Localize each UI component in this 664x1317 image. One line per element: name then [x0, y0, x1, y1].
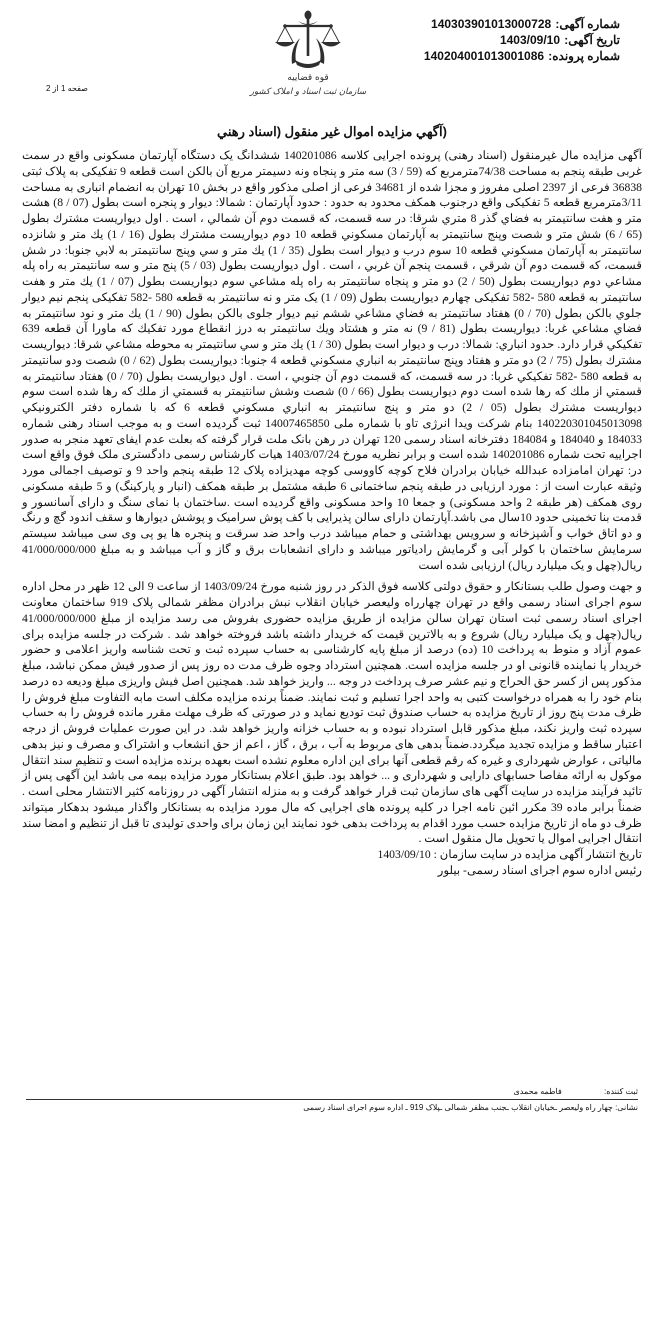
registrar-name: فاطمه محمدی — [513, 1087, 562, 1096]
judiciary-scales-emblem-icon — [249, 4, 367, 99]
judiciary-text: قوه قضاییه — [287, 73, 329, 83]
notice-body — [22, 148, 642, 879]
footer — [26, 1086, 638, 1114]
file-number-row — [370, 48, 620, 64]
registrar-row — [26, 1086, 638, 1098]
publish-date-line: تاریخ انتشار آگهی مزایده در سایت سازمان : 1403/09/10 — [377, 848, 642, 861]
footer-divider — [26, 1099, 638, 1100]
property-description-paragraph: آگهی مزایده مال غیرمنقول (اسناد رهنی) پرونده اجرایی کلاسه 140201086 ششدانگ یک دستگاه آپارتمان مسکونی واقع در سمت غربی طبقه پنجم به مساحت 74/38مترمربع که (59 / 3) سه متر و پنجاه ونه دسیمتر مربع آن بالکن است قطعه 9 تفکیکی به پلاک ثبتی 36838 فرعی از 2397 اصلی مفروز و مجزا شده از 34681 فرعی از اصلی مذکور واقع در بخش 10 تهران به انضمام انباری به مساحت 3/11مترمربع قطعه 5 تفکیکی واقع درجنوب همکف محدود به حدود : حدود آپارتمان : شمالا: دیوار و پنجره است بطول (07 / 8) هشت متر و هفت سانتيمتر به فضاي گذر 8 متري شرقا: در سه قسمت، که قسمت دوم آن شمالي ، است . اول ديواريست مشترك بطول (65 / 6) شش متر و شصت وپنج سانتيمتر به آپارتمان مسكوني قطعه 10 دوم ديواريست مشترك بطول (16 / 1) يك متر و شانزده سانتيمتر به آپارتمان مسكوني قطعه 10 سوم درب و ديوار است بطول (35 / 1) يك متر و سي وپنج سانتيمتر به لابي جنوبا: در شش قسمت، كه قسمت دوم آن شرقي ، قسمت پنجم آن غربي ، است . اول ديواريست بطول (03 / 5) پنج متر و سه سانتيمتر به راه پله مشاعي دوم ديواريست بطول (50 / 2) دو متر و پنجاه سانتيمتر به راه پله مشاعي سوم ديواريست بطول (07 / 1) يك متر و هفت سانتيمتر به قطعه 580 -582 تفکیکی چهارم دیواریست بطول (09 / 1) یک متر و نه سانتیمتر به قطعه 580 -582 تفکیکی پنجم نیم دیوار جلوي بالكن بطول (70 / 0) هفتاد سانتيمتر به فضاي مشاعي ششم نیم دیوار جلوی بالكن بطول (90 / 1) يك متر و نود سانتيمتر به فضاي مشاعي غربا: ديواريست بطول (81 / 9) نه متر و هشتاد ويك سانتيمتر به درز انقطاع مورد تفكيك كه ماورا آن قطعه 639 تفكيكي قرار دارد. حدود انباري: شمالا: درب و ديوار است بطول (30 / 1) يك متر و سي سانتيمتر به محوطه مشاعي شرقا: ديواريست مشترك بطول (75 / 2) دو متر و هفتاد وپنج سانتيمتر به انباري مسكوني قطعه 4 جنوبا: ديواريست بطول (62 / 0) شصت ودو سانتيمتر به قطعه 580 -582 تفكيكي غربا: در سه قسمت، كه قسمت دوم آن جنوبي ، است . اول ديواريست بطول (70 / 0) هفتاد سانتيمتر به قسمتي از ملك كه رها شده است دوم ديواريست بطول (66 / 0) شصت وشش سانتيمتر به قسمتي از ملك كه رها شده است سوم ديواريست مشترك بطول (05 / 2) دو متر و پنج سانتيمتر به انباري مسكوني قطعه 6 كه با شماره دفتر الكترونيكي 140220301045013098 بنام شرکت ویدا انرژی تاو با شماره ملی 14007465850 ثبت گردیده است و به موجب اسناد رهنی شماره 184033 و 184040 و 184084 دفترخانه اسناد رسمی 120 تهران در رهن بانک ملت قرار گرفته که بعلت عدم ایفای تعهد منجر به صدور اجراییه تحت شماره 140201086 شده است و برابر نظریه مورخ 1403/07/24 هیات کارشناس رسمی دادگستری ملک فوق واقع است در: تهران امامزاده عبدالله خیابان برادران فلاح کوچه کاووسی کوچه مهدیزاده پلاک 12 طبقه پنجم واحد 9 و توصیف اجمالی مورد وثیقه عبارت است از : مورد ارزیابی در طبقه پنجم ساختمانی 6 طبقه مشتمل بر طبقه همکف (انبار و پارکینگ) و 5 طبقه مسکونی روی همکف (هر طبقه 2 واحد مسکونی) و جمعا 10 واحد مسکونی واقع گردیده است .ساختمان با نمای سنگ و دارای آسانسور و قدمت بنا تخمینی حدود 10سال می باشد.آپارتمان دارای سالن پذیرایی با کف پوش سرامیک و پوشش دیوارها و سقف اندود گچ و رنگ و دو اتاق خواب و آشپزخانه و سرویس بهداشتی و حمام میباشد درب واحد ضد سرقت و پنجره ها یو پی وی سی میباشد سیستم سرمایش ساختمان با کولر آبی و گرمایش رادیاتور میباشد و دارای انشعابات برق و گاز و آب میباشد و به مبلغ 41/000/000/000 ریال(چهل و یک میلیارد ریال) ارزیابی شده است — [22, 149, 643, 572]
address-text: چهار راه ولیعصر ـخیابان انقلاب ـجنب مظفر شمالی ـپلاک 919 ـ اداره سوم اجرای اسناد رسمی — [303, 1103, 613, 1112]
file-number: 140204001013001086 — [423, 49, 545, 63]
address-label: نشانی: — [615, 1103, 638, 1112]
ad-date-row — [370, 32, 620, 48]
ad-date-label: تاریخ آگهی: — [564, 33, 620, 47]
ad-number-label: شماره آگهی: — [555, 17, 620, 31]
registrar-label: ثبت کننده: — [604, 1087, 638, 1096]
address-row — [26, 1102, 638, 1114]
org-name: سازمان ثبت اسناد و املاک کشور — [249, 87, 367, 97]
page-title: (آگهي مزايده اموال غير منقول (اسناد رهني — [217, 124, 447, 139]
auction-terms-paragraph: و جهت وصول طلب بستانکار و حقوق دولتی کلاسه فوق الذکر در روز شنبه مورخ 1403/09/24 از ساعت 9 الی 12 ظهر در محل اداره سوم اجرای اسناد رسمی واقع در تهران چهارراه ولیعصر خیابان انقلاب نبش برادران مظفر شمالی پلاک 919 ساختمان معاونت اجرای اسناد رسمی ثبت استان تهران سالن مزایده از طریق مزایده حضوری بفروش می رسد مزایده از مبلغ 41/000/000/000 ریال(چهل و یک میلیارد ریال) شروع و به بالاترین قیمت که خریدار داشته باشد فروخته خواهد شد . شرکت در جلسه مزایده برای عموم آزاد و منوط به پرداخت 10 (ده) درصد از مبلغ پایه کارشناسی به حساب سپرده ثبت و تحت شناسه واریز اعلامی و حضور خریدار یا نماینده قانونی او در جلسه مزایده است. همچنین استرداد وجوه ظرف مدت ده روز پس از صدور فیش ممکن نباشد، مبلغ مذکور پس از کسر حق الحراج و نیم عشر صرف پرداخت در وجه ... واریز خواهد شد. همچنین اصل فیش واریزی مبلغ ودیعه ده درصد بنام خود را به همراه درخواست کتبی به واحد اجرا تسلیم و ثبت نمایند. ضمناً برنده مزایده مکلف است مابه التفاوت مبلغ فروش را ظرف مدت پنج روز از تاریخ مزایده به حساب صندوق ثبت تودیع نماید و در صورتی که ظرف مهلت مقرر مانده فروش را به حساب سپرده ثبت واریز نکند، مبلغ مذکور قابل استرداد نبوده و به حساب خزانه واریز خواهد شد. در این صورت عملیات فروش از درجه اعتبار ساقط و مزایده تجدید میگردد.ضمناً بدهی های مربوط به آب ، برق ، گاز ، اعم از حق انشعاب و اشتراک و مصرف و نیز بدهی مالیاتی ، عوارض شهرداری و غیره که رقم قطعی آنها برای این اداره معلوم نشده است بعهده برنده مزایده است و تنظیم سند انتقال موکول به ارائه مفاصا حسابهای دارایی و شهرداری و ... خواهد بود. طبق اعلام بستانکار مورد مزایده بیمه می باشد این آگهی پس از تائید فرآیند مزایده در سایت آگهی های سازمان ثبت قرار خواهد گرفت و به منزله انتشار آگهی در روزنامه کثیر الانتشار محلی است . ضمناً برابر ماده 39 مکرر ائین نامه اجرا در کلیه پرونده های اجرایی که مال مورد مزایده به بستانکار واگذار میشود بدهکار میتواند ظرف دو ماه از تاریخ مزایده حسب مورد اقدام به پرداخت بدهی خود نمایند این زمان برای واحدی تولیدی تا قبل از تنظیم و امضا سند انتقال اجرایی اموال یا تحویل مال منقول است . — [22, 580, 643, 846]
ad-date: 1403/09/10 — [499, 33, 561, 47]
ad-meta — [370, 16, 620, 64]
ad-number: 140303901013000728 — [431, 17, 552, 31]
page-number: صفحه 1 از 2 — [46, 84, 88, 93]
ad-number-row — [370, 16, 620, 32]
file-number-label: شماره پرونده: — [548, 49, 620, 63]
signatory-line: رئیس اداره سوم اجرای اسناد رسمی- بیلور — [437, 863, 642, 877]
